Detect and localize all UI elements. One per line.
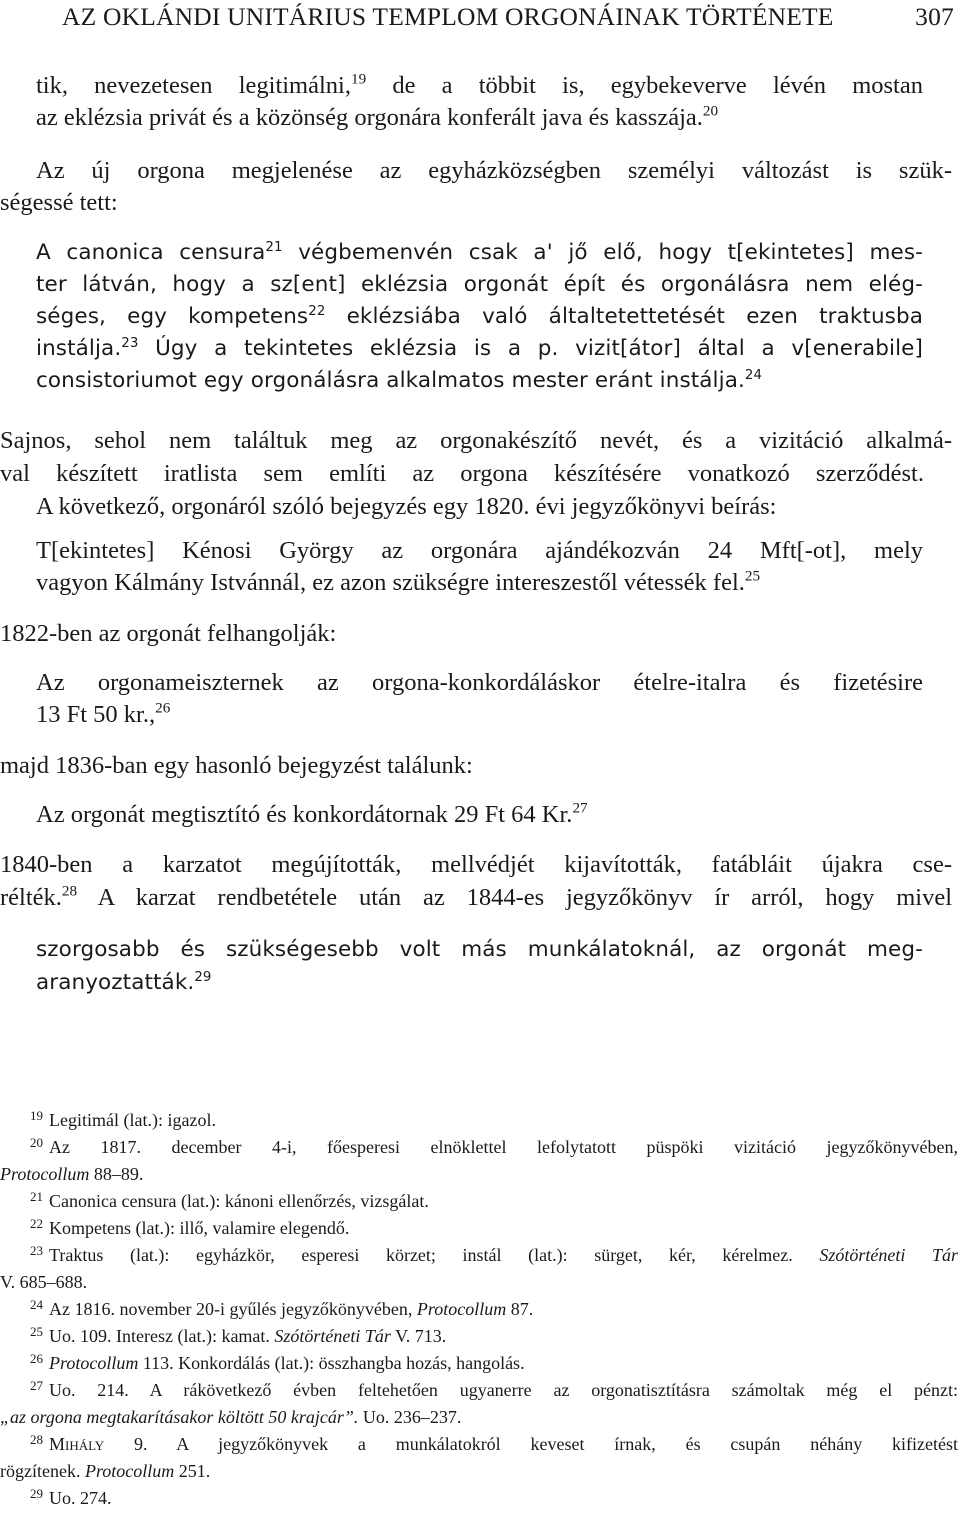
body-paragraph xyxy=(0,618,952,650)
quote-line: instálja.$^{23}$ Úgy a tekintetes eklézsia is a p. vizit[átor] által a v[enerabile] xyxy=(36,335,923,361)
paragraph-line: majd 1836-ban egy hasonló bejegyzést találunk: xyxy=(0,752,473,779)
block-quote xyxy=(36,799,923,831)
footnote-23: $^{23}$ Traktus (lat.): egyházkör, esperesi körzet; instál (lat.): sürget, kér, kérelmez. Szótörténeti Tár xyxy=(30,1243,958,1265)
paragraph-line: A következő, orgonáról szóló bejegyzés egy 1820. évi jegyzőkönyvi beírás: xyxy=(36,493,777,520)
footnote-29: $^{29}$ Uo. 274. xyxy=(30,1486,112,1508)
quote-line: aranyoztatták.$^{29}$ xyxy=(36,969,212,995)
quote-line: ter látván, hogy a sz[ent] eklézsia orgonát épít és orgonálásra nem elég- xyxy=(36,272,923,297)
quote-line: az eklézsia privát és a közönség orgonára konferált java és kasszája.$^{20}$ xyxy=(36,102,719,131)
block-quote xyxy=(36,667,923,731)
footnote-22: $^{22}$ Kompetens (lat.): illő, valamire elegendő. xyxy=(30,1216,350,1238)
footnote-24: $^{24}$ Az 1816. november 20-i gyűlés jegyzőkönyvében, Protocollum 87. xyxy=(30,1297,534,1319)
footnote-27-cont: „az orgona megtakarításakor költött 50 krajcár”. Uo. 236–237. xyxy=(0,1407,462,1427)
running-title: AZ OKLÁNDI UNITÁRIUS TEMPLOM ORGONÁINAK TÖRTÉNETE xyxy=(62,2,834,31)
paragraph-line: 1840-ben a karzatot megújították, mellvédjét kijavították, fatábláit újakra cse- xyxy=(0,851,952,878)
quote-continuation xyxy=(36,70,923,134)
quote-line: séges, egy kompetens$^{22}$ eklézsiába való általtetettetését ezen traktusba xyxy=(36,303,924,329)
footnote-ref[interactable]: 26 xyxy=(155,699,171,717)
footnote-20: $^{20}$ Az 1817. december 4-i, főesperesi elnöklettel lefolytatott püspöki vizitáció jegyzőkönyvében, xyxy=(30,1135,958,1157)
footnote-21: $^{21}$ Canonica censura (lat.): kánoni ellenőrzés, vizsgálat. xyxy=(30,1189,429,1211)
footnotes xyxy=(0,1107,958,1512)
footnote-ref[interactable]: 19 xyxy=(350,70,367,88)
footnote-28-cont: rögzítenek. Protocollum 251. xyxy=(0,1461,211,1481)
body-paragraph xyxy=(0,848,952,914)
quote-line: consistoriumot egy orgonálásra alkalmatos mester eránt instálja.$^{24}$ xyxy=(36,367,763,393)
footnote-20-cont: Protocollum 88–89. xyxy=(0,1164,144,1184)
footnote-ref[interactable]: 20 xyxy=(702,102,719,120)
footnote-ref[interactable]: 27 xyxy=(572,799,588,817)
footnote-28: $^{28}$ Mihály 9. A jegyzőkönyvek a munkálatokról keveset írnak, és csupán néhány kifizetést xyxy=(30,1432,958,1454)
footnote-23-cont: V. 685–688. xyxy=(0,1272,88,1292)
footnote-26: $^{26}$ Protocollum 113. Konkordálás (lat.): összhangba hozás, hangolás. xyxy=(30,1351,525,1373)
paragraph-line: 1822-ben az orgonát felhangolják: xyxy=(0,620,337,647)
running-header xyxy=(62,2,954,32)
footnote-19: $^{19}$ Legitimál (lat.): igazol. xyxy=(30,1108,216,1130)
paragraph-line: ségessé tett: xyxy=(0,189,118,216)
quote-line: vagyon Kálmány Istvánnál, ez azon szükségre intereszestől vétessék fel.$^{25}$ xyxy=(36,567,761,596)
block-quote xyxy=(36,933,923,999)
footnote-ref[interactable]: 23 xyxy=(121,335,139,351)
body-paragraph xyxy=(0,155,952,219)
quote-line: szorgosabb és szükségesebb volt más munkálatoknál, az orgonát meg- xyxy=(36,937,923,962)
footnote-25: $^{25}$ Uo. 109. Interesz (lat.): kamat. Szótörténeti Tár V. 713. xyxy=(30,1324,447,1346)
block-quote xyxy=(36,535,923,599)
paragraph-line: val készített iratlista sem említi az orgona készítésére vonatkozó szerződést. xyxy=(0,460,924,487)
paragraph-line: Sajnos, sehol nem találtuk meg az orgonakészítő nevét, és a vizitáció alkalmá- xyxy=(0,427,952,454)
quote-line: A canonica censura$^{21}$ végbemenvén csak a' jő elő, hogy t[ekintetes] mes- xyxy=(36,239,923,265)
body-paragraph xyxy=(0,750,952,782)
footnote-ref[interactable]: 28 xyxy=(61,882,78,900)
quote-line: T[ekintetes] Kénosi György az orgonára ajándékozván 24 Mft[-ot], mely xyxy=(36,537,923,564)
footnote-ref[interactable]: 29 xyxy=(194,969,212,985)
footnote-27: $^{27}$ Uo. 214. A rákövetkező évben feltehetően ugyanerre az orgonatisztításra számoltak még el pénzt: xyxy=(30,1378,958,1400)
footnote-ref[interactable]: 25 xyxy=(744,567,761,585)
footnote-ref[interactable]: 21 xyxy=(265,239,283,255)
paragraph-line: rélték.$^{28}$ A karzat rendbetétele után az 1844-es jegyzőkönyv ír arról, hogy mivel xyxy=(0,882,952,911)
footnote-ref[interactable]: 24 xyxy=(744,367,763,383)
page-number: 307 xyxy=(915,2,954,31)
quote-line: Az orgonameiszternek az orgona-konkordáláskor ételre-italra és fizetésire xyxy=(36,669,923,696)
paragraph-line: Az új orgona megjelenése az egyházközségben személyi változást is szük- xyxy=(36,157,952,184)
block-quote xyxy=(36,237,923,397)
body-paragraph xyxy=(0,424,952,523)
quote-line: 13 Ft 50 kr.,$^{26}$ xyxy=(36,699,171,728)
quote-line: tik, nevezetesen legitimálni,$^{19}$ de a többit is, egybekeverve lévén mostan xyxy=(36,70,923,99)
quote-line: Az orgonát megtisztító és konkordátornak 29 Ft 64 Kr.$^{27}$ xyxy=(36,799,588,828)
footnote-ref[interactable]: 22 xyxy=(308,303,326,319)
